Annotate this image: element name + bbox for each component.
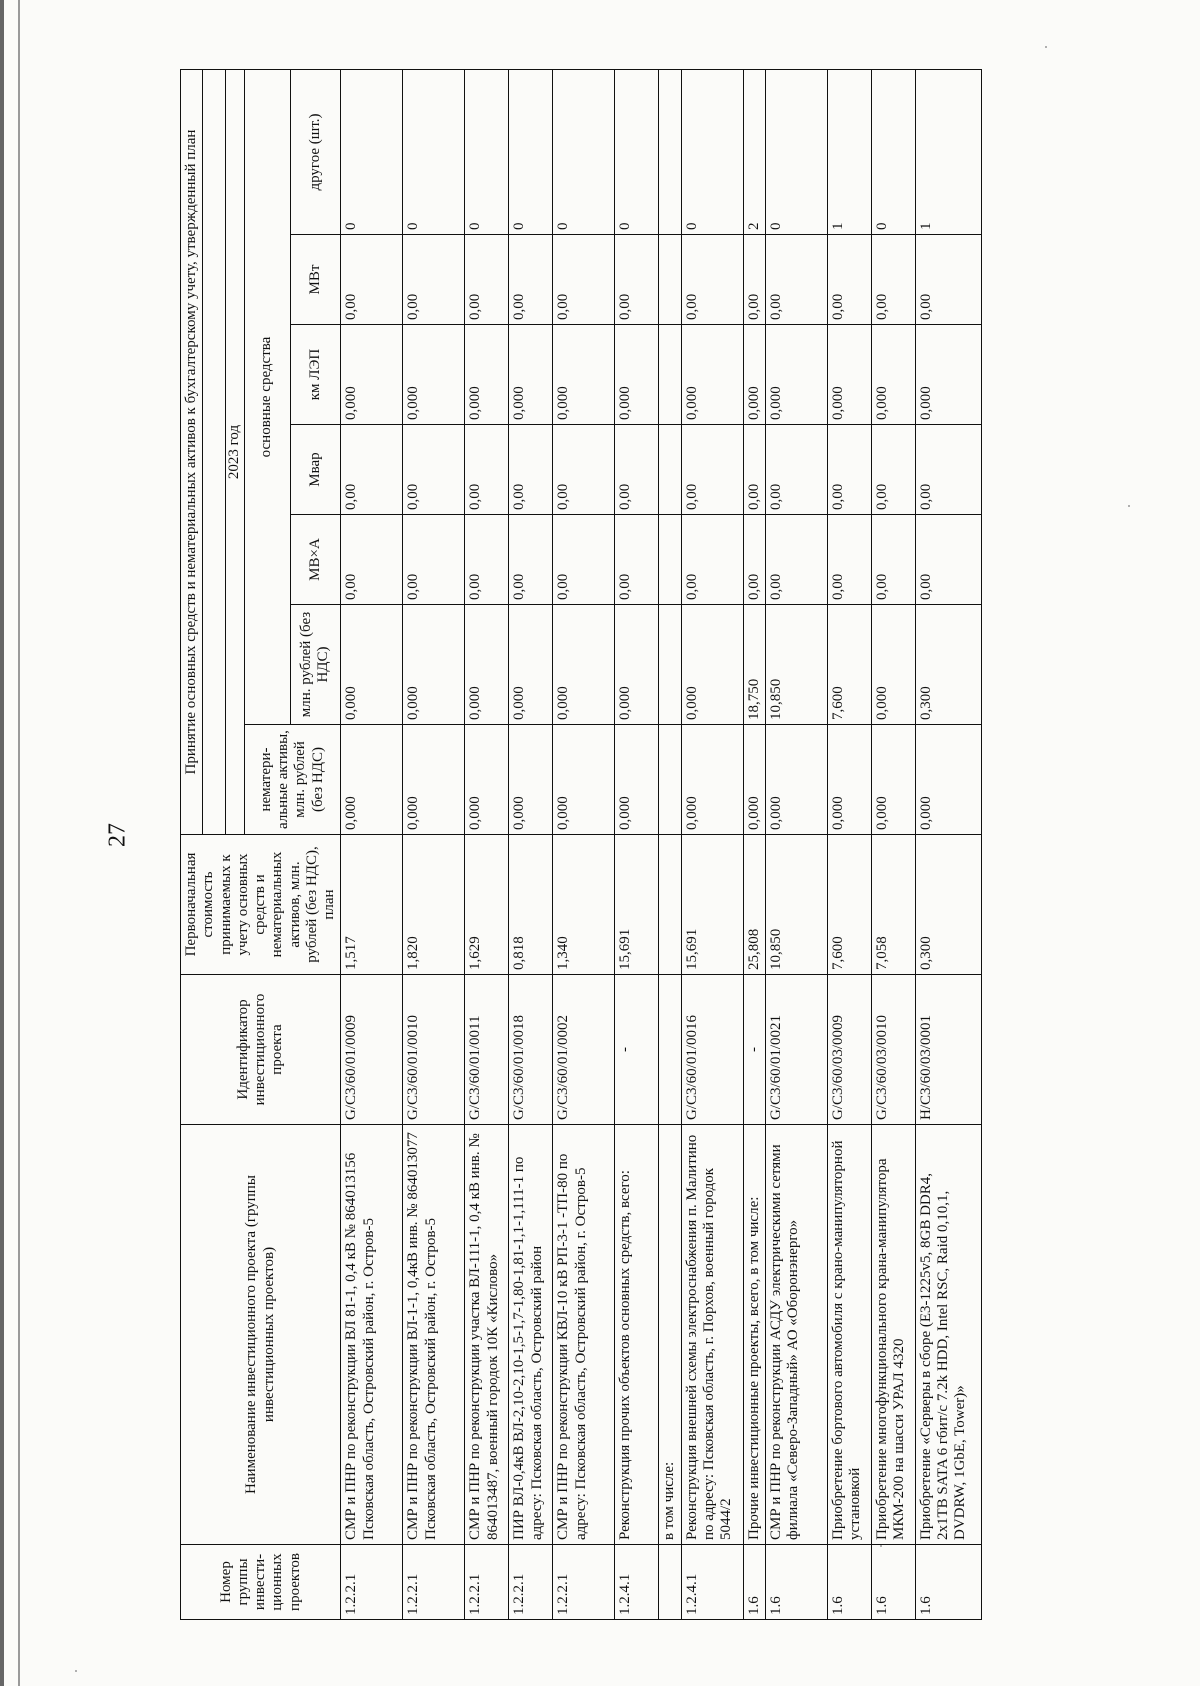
cell-id: G/C3/60/01/0002 xyxy=(553,975,615,1125)
cell-mvar xyxy=(659,425,681,515)
table-body xyxy=(341,70,982,1620)
cell-name: СМР и ПНР по реконструкции участка ВЛ-111-1, 0,4 кВ инв. № 864013487, военный городок 10К «Кислово» xyxy=(465,1125,509,1545)
cell-cost: 10,850 xyxy=(765,835,827,975)
header-mva: МВ×А xyxy=(290,515,341,605)
cell-mva: 0,00 xyxy=(915,515,981,605)
cell-id: G/C3/60/01/0009 xyxy=(341,975,403,1125)
cell-id: G/C3/60/01/0011 xyxy=(465,975,509,1125)
cell-km: 0,000 xyxy=(765,325,827,425)
cell-id xyxy=(659,975,681,1125)
cell-id: G/C3/60/03/0009 xyxy=(827,975,871,1125)
cell-rub: 0,000 xyxy=(509,605,553,725)
cell-other: 0 xyxy=(553,70,615,235)
cell-other xyxy=(659,70,681,235)
header-group-number: Номер группы инвести-ционных проектов xyxy=(181,1545,341,1620)
scan-edge-left xyxy=(0,0,4,1686)
cell-intangible xyxy=(659,725,681,835)
cell-mw: 0,00 xyxy=(341,235,403,325)
cell-mvar: 0,00 xyxy=(681,425,743,515)
cell-name: ПИР ВЛ-0,4кВ ВЛ-2,10-2,10-1,5-1,7-1,80-1,81-1,1-1,111-1 по адресу: Псковская область, Островский район xyxy=(509,1125,553,1545)
cell-id: G/C3/60/03/0010 xyxy=(871,975,915,1125)
cell-name: СМР и ПНР по реконструкции ВЛ 81-1, 0,4 кВ № 864013156 Псковская область, Островский район, г. Остров-5 xyxy=(341,1125,403,1545)
header-mw: МВт xyxy=(290,235,341,325)
cell-rub: 0,000 xyxy=(681,605,743,725)
cell-intangible: 0,000 xyxy=(509,725,553,835)
cell-km: 0,000 xyxy=(915,325,981,425)
cell-mvar: 0,00 xyxy=(915,425,981,515)
cell-cost: 1,517 xyxy=(341,835,403,975)
cell-mva: 0,00 xyxy=(615,515,659,605)
cell-other: 0 xyxy=(341,70,403,235)
cell-mva: 0,00 xyxy=(827,515,871,605)
cell-mw: 0,00 xyxy=(465,235,509,325)
header-project-id: Идентификатор инвестиционного проекта xyxy=(181,975,341,1125)
cell-rub: 0,000 xyxy=(465,605,509,725)
cell-km: 0,000 xyxy=(871,325,915,425)
cell-id: G/C3/60/01/0016 xyxy=(681,975,743,1125)
cell-name: СМР и ПНР по реконструкции АСДУ электрическими сетями филиала «Северо-Западный» АО «Оборонэнерго» xyxy=(765,1125,827,1545)
cell-cost: 1,629 xyxy=(465,835,509,975)
cell-mw: 0,00 xyxy=(765,235,827,325)
scan-speck xyxy=(1045,46,1047,48)
cell-intangible: 0,000 xyxy=(827,725,871,835)
cell-num xyxy=(659,1545,681,1620)
cell-rub: 0,000 xyxy=(553,605,615,725)
cell-mva: 0,00 xyxy=(403,515,465,605)
cell-other: 0 xyxy=(871,70,915,235)
rotated-table-container xyxy=(180,70,1160,1620)
table-row xyxy=(341,70,403,1620)
header-rub: млн. рублей (без НДС) xyxy=(290,605,341,725)
cell-cost: 25,808 xyxy=(743,835,765,975)
cell-num: 1.2.4.1 xyxy=(615,1545,659,1620)
cell-km: 0,000 xyxy=(827,325,871,425)
cell-name: Приобретение многофункционального крана-манипулятора МКМ-200 на шасси УРАЛ 4320 xyxy=(871,1125,915,1545)
cell-mvar: 0,00 xyxy=(615,425,659,515)
cell-id: - xyxy=(615,975,659,1125)
table-row xyxy=(765,70,827,1620)
cell-rub: 0,000 xyxy=(615,605,659,725)
table-row xyxy=(915,70,981,1620)
scan-speck xyxy=(75,1670,77,1672)
cell-km: 0,000 xyxy=(743,325,765,425)
cell-intangible: 0,000 xyxy=(341,725,403,835)
cell-other: 1 xyxy=(915,70,981,235)
cell-num: 1.6 xyxy=(915,1545,981,1620)
cell-mvar: 0,00 xyxy=(871,425,915,515)
cell-intangible: 0,000 xyxy=(871,725,915,835)
cell-id: - xyxy=(743,975,765,1125)
cell-rub: 0,000 xyxy=(871,605,915,725)
cell-mw: 0,00 xyxy=(743,235,765,325)
scan-speck xyxy=(880,1545,882,1547)
cell-mw: 0,00 xyxy=(615,235,659,325)
cell-mva: 0,00 xyxy=(681,515,743,605)
cell-num: 1.6 xyxy=(827,1545,871,1620)
cell-intangible: 0,000 xyxy=(465,725,509,835)
cell-name: Реконструкция прочих объектов основных средств, всего: xyxy=(615,1125,659,1545)
cell-intangible: 0,000 xyxy=(765,725,827,835)
cell-mw: 0,00 xyxy=(403,235,465,325)
cell-cost xyxy=(659,835,681,975)
header-spacer xyxy=(203,70,226,835)
cell-mvar: 0,00 xyxy=(553,425,615,515)
cell-cost: 15,691 xyxy=(615,835,659,975)
cell-num: 1.2.2.1 xyxy=(465,1545,509,1620)
header-project-name: Наименование инвестиционного проекта (группы инвестиционных проектов) xyxy=(181,1125,341,1545)
cell-mvar: 0,00 xyxy=(465,425,509,515)
table-row xyxy=(403,70,465,1620)
cell-intangible: 0,000 xyxy=(915,725,981,835)
cell-rub: 0,300 xyxy=(915,605,981,725)
table-row xyxy=(681,70,743,1620)
cell-intangible: 0,000 xyxy=(403,725,465,835)
table-row xyxy=(659,70,681,1620)
cell-rub: 0,000 xyxy=(341,605,403,725)
cell-other: 0 xyxy=(681,70,743,235)
cell-cost: 0,300 xyxy=(915,835,981,975)
cell-mva: 0,00 xyxy=(871,515,915,605)
cell-km: 0,000 xyxy=(553,325,615,425)
table-row xyxy=(465,70,509,1620)
cell-mvar: 0,00 xyxy=(765,425,827,515)
cell-mvar: 0,00 xyxy=(743,425,765,515)
cell-num: 1.2.2.1 xyxy=(509,1545,553,1620)
investment-table xyxy=(180,69,982,1620)
cell-num: 1.6 xyxy=(743,1545,765,1620)
table-row xyxy=(615,70,659,1620)
cell-id: G/C3/60/01/0021 xyxy=(765,975,827,1125)
cell-mva: 0,00 xyxy=(553,515,615,605)
cell-rub xyxy=(659,605,681,725)
cell-id: G/C3/60/01/0010 xyxy=(403,975,465,1125)
cell-cost: 0,818 xyxy=(509,835,553,975)
cell-mw: 0,00 xyxy=(915,235,981,325)
cell-cost: 15,691 xyxy=(681,835,743,975)
table-row xyxy=(553,70,615,1620)
table-row xyxy=(509,70,553,1620)
cell-mw: 0,00 xyxy=(827,235,871,325)
cell-num: 1.2.2.1 xyxy=(553,1545,615,1620)
cell-name: в том числе: xyxy=(659,1125,681,1545)
header-initial-cost: Первоначальная стоимость принимаемых к учету основных средств и нематериальных активов, млн. рублей (без НДС), план xyxy=(181,835,341,975)
cell-name: Приобретение бортового автомобиля с крано-манипуляторной установкой xyxy=(827,1125,871,1545)
cell-mva: 0,00 xyxy=(509,515,553,605)
cell-cost: 7,600 xyxy=(827,835,871,975)
cell-rub: 7,600 xyxy=(827,605,871,725)
cell-name: СМР и ПНР по реконструкции ВЛ-1-1, 0,4кВ инв. № 864013077 Псковская область, Островский район, г. Остров-5 xyxy=(403,1125,465,1545)
header-year: 2023 год xyxy=(226,70,244,835)
cell-km: 0,000 xyxy=(465,325,509,425)
table-row xyxy=(743,70,765,1620)
cell-rub: 10,850 xyxy=(765,605,827,725)
cell-km xyxy=(659,325,681,425)
cell-other: 0 xyxy=(509,70,553,235)
cell-mvar: 0,00 xyxy=(403,425,465,515)
cell-mva xyxy=(659,515,681,605)
header-acceptance: Принятие основных средств и нематериальных активов к бухгалтерскому учету, утвержденный план xyxy=(181,70,203,835)
cell-cost: 1,820 xyxy=(403,835,465,975)
cell-mw: 0,00 xyxy=(871,235,915,325)
cell-num: 1.6 xyxy=(871,1545,915,1620)
cell-mw xyxy=(659,235,681,325)
cell-other: 2 xyxy=(743,70,765,235)
cell-mw: 0,00 xyxy=(509,235,553,325)
cell-num: 1.6 xyxy=(765,1545,827,1620)
cell-mva: 0,00 xyxy=(341,515,403,605)
cell-other: 0 xyxy=(615,70,659,235)
cell-km: 0,000 xyxy=(681,325,743,425)
table-row xyxy=(827,70,871,1620)
cell-mw: 0,00 xyxy=(681,235,743,325)
cell-num: 1.2.2.1 xyxy=(403,1545,465,1620)
header-other: другое (шт.) xyxy=(290,70,341,235)
cell-mvar: 0,00 xyxy=(509,425,553,515)
cell-other: 0 xyxy=(765,70,827,235)
cell-mvar: 0,00 xyxy=(827,425,871,515)
cell-mw: 0,00 xyxy=(553,235,615,325)
cell-intangible: 0,000 xyxy=(615,725,659,835)
cell-cost: 7,058 xyxy=(871,835,915,975)
table-row xyxy=(871,70,915,1620)
cell-name: Реконструкция внешней схемы электроснабжения п. Малитино по адресу: Псковская область, г. Порхов, военный городок 5044/2 xyxy=(681,1125,743,1545)
cell-other: 0 xyxy=(465,70,509,235)
page-number: 27 xyxy=(104,823,131,847)
cell-mva: 0,00 xyxy=(743,515,765,605)
cell-rub: 0,000 xyxy=(403,605,465,725)
header-intangible: нематери-альные активы, млн. рублей (без НДС) xyxy=(244,725,341,835)
cell-num: 1.2.2.1 xyxy=(341,1545,403,1620)
cell-cost: 1,340 xyxy=(553,835,615,975)
cell-intangible: 0,000 xyxy=(681,725,743,835)
header-km: км ЛЭП xyxy=(290,325,341,425)
cell-km: 0,000 xyxy=(509,325,553,425)
cell-other: 1 xyxy=(827,70,871,235)
cell-mvar: 0,00 xyxy=(341,425,403,515)
scan-speck xyxy=(1128,505,1130,507)
header-fixed-assets: основные средства xyxy=(244,70,290,725)
cell-km: 0,000 xyxy=(341,325,403,425)
cell-num: 1.2.4.1 xyxy=(681,1545,743,1620)
cell-other: 0 xyxy=(403,70,465,235)
cell-intangible: 0,000 xyxy=(743,725,765,835)
cell-id: G/C3/60/01/0018 xyxy=(509,975,553,1125)
cell-id: H/C3/60/03/0001 xyxy=(915,975,981,1125)
cell-km: 0,000 xyxy=(403,325,465,425)
cell-name: СМР и ПНР по реконструкции КВЛ-10 кВ РП-3-1 -ТП-80 по адресу: Псковская область, Островский район, г. Остров-5 xyxy=(553,1125,615,1545)
scan-edge-line xyxy=(18,0,20,1686)
cell-intangible: 0,000 xyxy=(553,725,615,835)
cell-km: 0,000 xyxy=(615,325,659,425)
cell-rub: 18,750 xyxy=(743,605,765,725)
cell-mva: 0,00 xyxy=(765,515,827,605)
cell-name: Приобретение «Серверы в сборе (E3-1225v5, 8GB DDR4, 2x1TB SATA 6 гбит/с 7.2k HDD, Intel RSC, Raid 0,10,1, DVDRW, 1GbE, Tower)» xyxy=(915,1125,981,1545)
header-mvar: Мвар xyxy=(290,425,341,515)
cell-name: Прочие инвестиционные проекты, всего, в том числе: xyxy=(743,1125,765,1545)
cell-mva: 0,00 xyxy=(465,515,509,605)
